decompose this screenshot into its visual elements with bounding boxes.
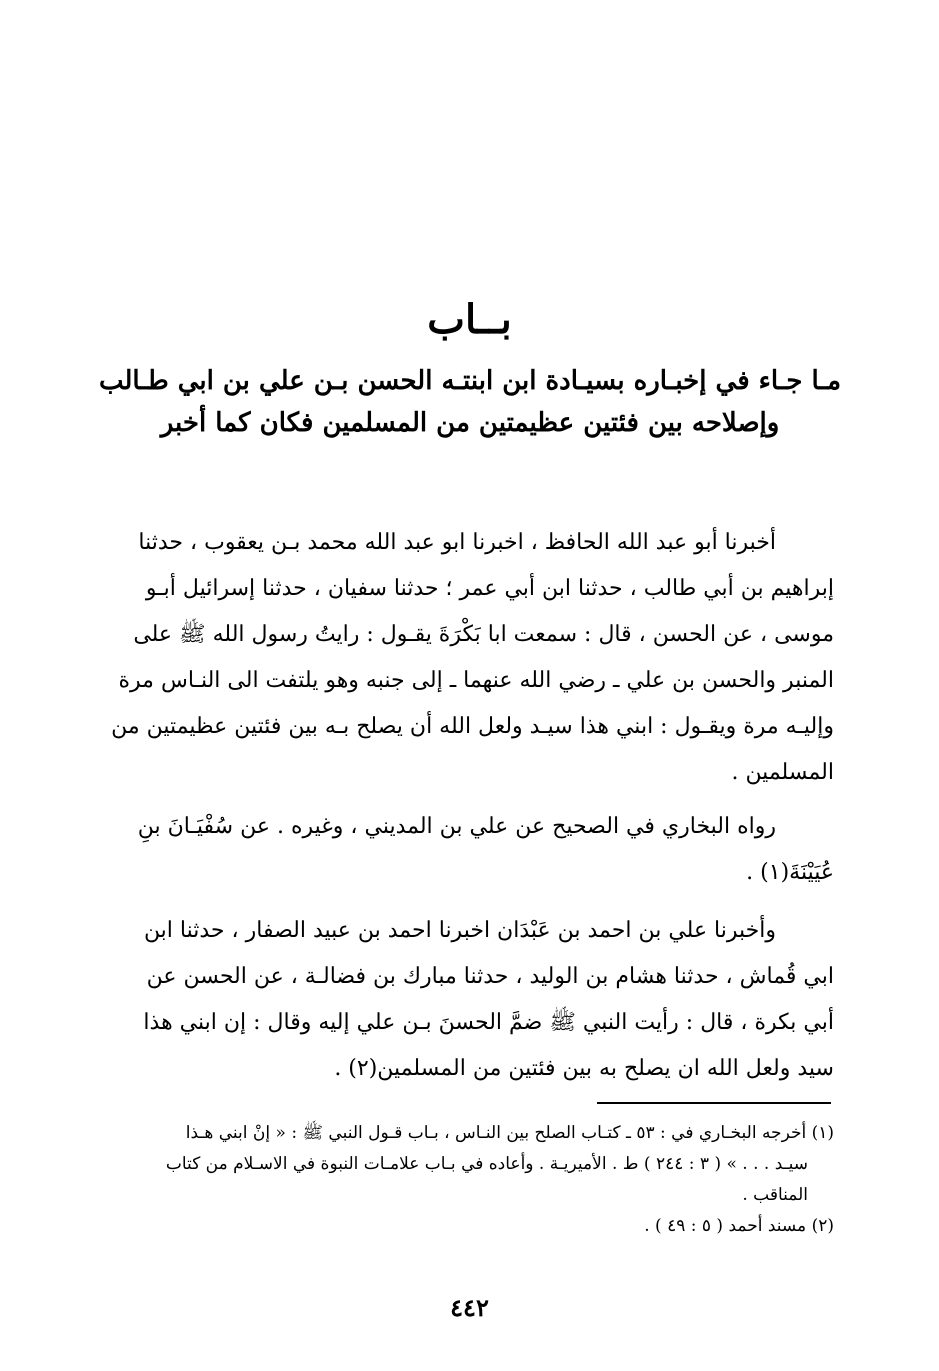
- text-line: موسى ، عن الحسن ، قال : سمعت ابا بَكْرَةَ يقـول : رايتُ رسول الله ﷺ على: [133, 622, 834, 647]
- chapter-title-line: مـا جـاء في إخبـاره بسيـادة ابن ابنتـه الحسن بـن علي بن ابي طـالب: [98, 366, 842, 396]
- chapter-heading: بــاب: [427, 296, 512, 343]
- text-line: إبراهيم بن أبي طالب ، حدثنا ابن أبي عمر ؛ حدثنا سفيان ، حدثنا إسرائيل أبـو: [145, 576, 834, 601]
- text-line: عُيَيْنَةَ(١) .: [746, 860, 834, 885]
- footnote-line: سيـد . . . » ( ٣ : ٢٤٤ ) ط . الأميريـة . وأعاده في بـاب علامـات النبوة في الاسـلام من كتاب: [165, 1154, 808, 1174]
- text-line: سيد ولعل الله ان يصلح به بين فئتين من المسلمين(٢) .: [334, 1056, 834, 1081]
- text-line: المسلمين .: [731, 760, 834, 785]
- text-line: أبي بكرة ، قال : رأيت النبي ﷺ ضمَّ الحسنَ بـن علي إليه وقال : إن ابني هذا: [143, 1010, 834, 1035]
- footnote-line: المناقب .: [742, 1185, 808, 1205]
- text-line: أخبرنا أبو عبد الله الحافظ ، اخبرنا ابو عبد الله محمد بـن يعقوب ، حدثنا: [138, 530, 776, 555]
- chapter-title: [90, 360, 850, 444]
- hadith-paragraph-1: [92, 520, 834, 796]
- text-line: ابي قُماش ، حدثنا هشام بن الوليد ، حدثنا مبارك بن فضالـة ، عن الحسن عن: [146, 964, 834, 989]
- footnotes: [92, 1118, 834, 1242]
- chapter-title-line: وإصلاحه بين فئتين عظيمتين من المسلمين فكان كما أخبر: [160, 408, 780, 438]
- text-line: وأخبرنا علي بن احمد بن عَبْدَان اخبرنا احمد بن عبيد الصفار ، حدثنا ابن: [143, 918, 776, 943]
- hadith-paragraph-2: [92, 908, 834, 1092]
- footnote-line: (٢) مسند أحمد ( ٥ : ٤٩ ) .: [644, 1216, 834, 1236]
- text-line: رواه البخاري في الصحيح عن علي بن المديني ، وغيره . عن سُفْيَـانَ بنِ: [137, 814, 776, 839]
- footnote-line: (١) أخرجه البخـاري في : ٥٣ ـ كتـاب الصلح بين النـاس ، بـاب قـول النبي ﷺ : « إنْ ابني هـذا: [185, 1123, 834, 1143]
- page-number: ٤٤٢: [450, 1293, 489, 1322]
- narration-paragraph: [92, 804, 834, 896]
- text-line: وإليـه مرة ويقـول : ابني هذا سيـد ولعل الله أن يصلح بـه بين فئتين عظيمتين من: [111, 714, 834, 739]
- footnote-divider: [597, 1102, 831, 1104]
- text-line: المنبر والحسن بن علي ـ رضي الله عنهما ـ إلى جنبه وهو يلتفت الى النـاس مرة: [118, 668, 834, 693]
